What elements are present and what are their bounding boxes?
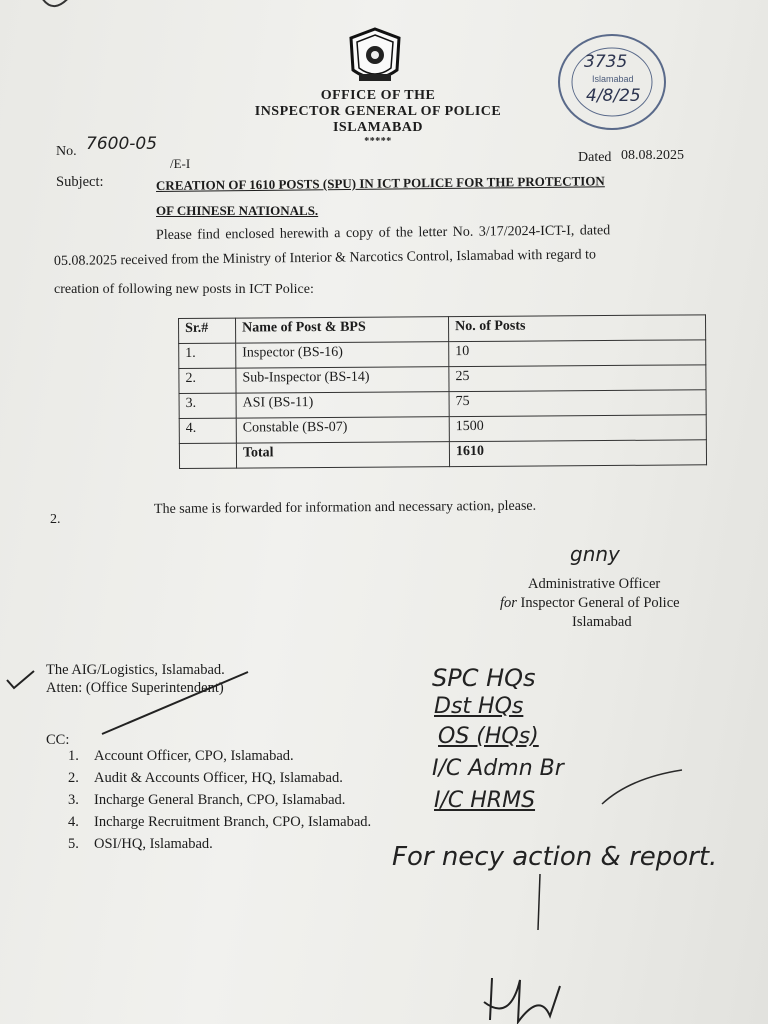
para1-line1: Please find enclosed herewith a copy of the letter No. 3/17/2024-ICT-I, dated [155,223,611,243]
signature-scrawl: gnny [570,542,620,566]
checkmark-icon [4,668,38,692]
subject-label: Subject: [56,174,104,190]
signatory-for-line [500,595,680,612]
list-item: 5. OSI/HQ, Islamabad. [68,836,213,852]
table-header-row [179,315,706,344]
cell-post: ASI (BS-11) [236,392,449,418]
handwritten-note: I/C HRMS [434,788,536,813]
addressee-to: The AIG/Logistics, Islamabad. [46,662,225,678]
handwritten-note: SPC HQs [432,664,536,692]
total-value: 1610 [449,440,706,467]
stamp-place: Islamabad [592,74,634,84]
handwritten-note: Dst HQs [434,694,524,719]
cell-sr: 3. [179,393,236,418]
handwritten-note: I/C Admn Br [432,756,564,781]
table-row [179,390,706,419]
cell-post: Constable (BS-07) [236,417,449,443]
header-city: ISLAMABAD [332,120,424,135]
header-office: OFFICE OF THE [320,88,436,103]
cc-list [68,748,371,858]
stamp-date: 4/8/25 [586,86,641,106]
cell-count: 1500 [449,415,706,442]
subject-line1: CREATION OF 1610 POSTS (SPU) IN ICT POLICE FOR THE PROTECTION [155,173,605,193]
col-header-sr: Sr.# [179,318,236,343]
para1-line2: 05.08.2025 received from the Ministry of Interior & Narcotics Control, Islamabad with regard to [53,247,597,269]
cell-count: 25 [449,365,706,392]
para2-num: 2. [50,512,61,527]
table-row [179,340,706,369]
dated-value: 08.08.2025 [621,148,684,163]
dated-label: Dated [578,150,612,165]
police-emblem-icon [345,26,405,88]
receipt-stamp [556,32,668,132]
pen-stroke-icon [100,668,250,738]
total-label: Total [236,442,449,468]
for-rest: Inspector General of Police [520,595,680,611]
cell-sr: 2. [179,368,236,393]
table-row [179,415,706,444]
handwritten-note: OS (HQs) [438,724,539,749]
col-header-post: Name of Post & BPS [236,317,449,343]
list-item: 2. Audit & Accounts Officer, HQ, Islamabad. [68,770,343,786]
cell-sr: 4. [179,418,236,443]
for-prefix: for [500,595,517,611]
initials-scribble-icon [480,972,580,1024]
table-row [179,365,706,394]
addressee-atten: Atten: (Office Superintendent) [46,680,224,696]
signatory-title: Administrative Officer [528,576,661,592]
cc-label: CC: [46,732,70,748]
handwritten-instruction: For necy action & report. [392,842,718,872]
cell-post: Sub-Inspector (BS-14) [236,367,449,393]
list-item: 4. Incharge Recruitment Branch, CPO, Islamabad. [68,814,372,830]
table-total-row [179,440,706,469]
para1-line3: creation of following new posts in ICT Police: [54,282,314,297]
col-header-count: No. of Posts [448,315,705,342]
posts-table [178,314,707,469]
cell-sr-empty [179,443,236,468]
list-item: 1. Account Officer, CPO, Islamabad. [68,748,294,764]
vertical-stroke-icon [530,872,550,932]
cell-count: 10 [449,340,706,367]
corner-mark [40,0,80,20]
cell-sr: 1. [179,343,236,368]
header-ig: INSPECTOR GENERAL OF POLICE [254,104,502,119]
cell-post: Inspector (BS-16) [236,342,449,368]
ref-no-handwritten: 7600-05 [86,134,158,154]
cell-count: 75 [449,390,706,417]
list-item: 3. Incharge General Branch, CPO, Islamabad. [68,792,346,808]
para2-text: The same is forwarded for information and necessary action, please. [153,498,537,517]
ref-no-suffix: /E-I [170,156,191,171]
header-stars: ***** [364,136,392,147]
subject-line2: OF CHINESE NATIONALS. [156,203,319,218]
ref-no-label: No. [56,144,77,159]
bracket-stroke-icon [600,768,684,808]
stamp-number: 3735 [584,52,628,72]
signatory-city: Islamabad [572,614,632,630]
